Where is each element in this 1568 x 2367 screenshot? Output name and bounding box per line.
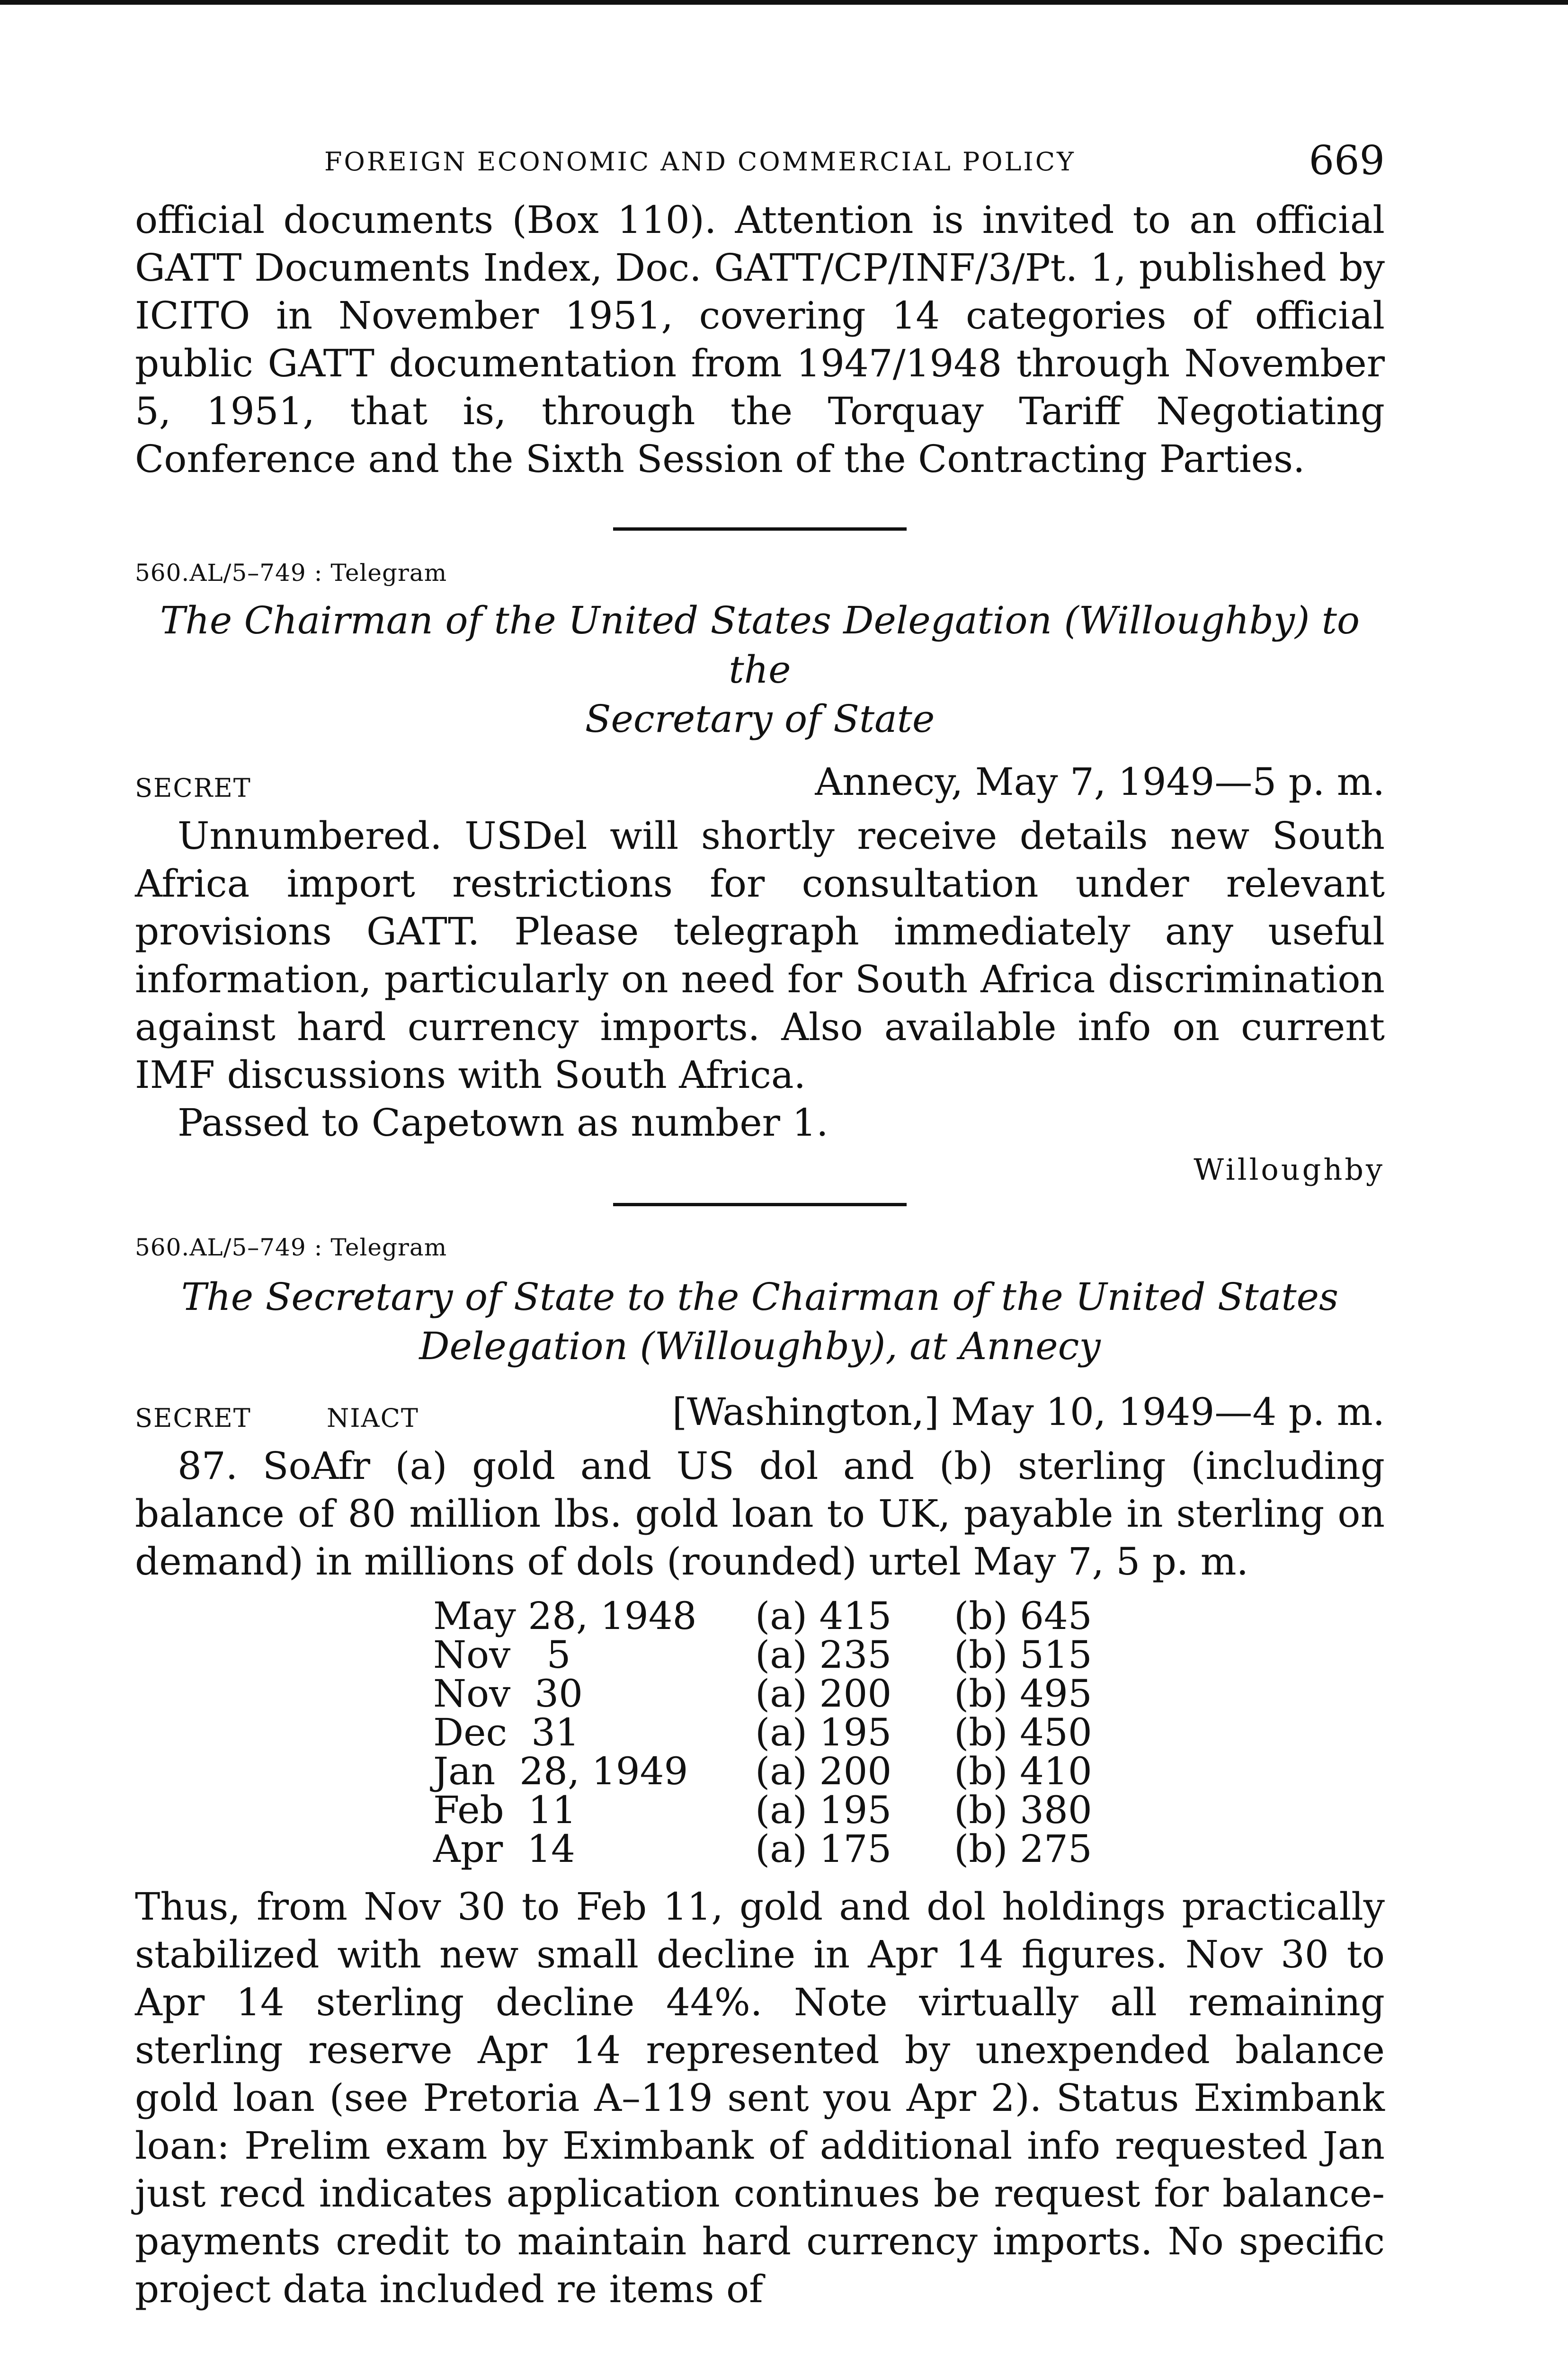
holdings-table [433, 1594, 1385, 1871]
holding-date: Feb 11 [433, 1788, 577, 1832]
section-divider [613, 527, 907, 531]
holding-date: May 28, 1948 [433, 1594, 697, 1638]
table-row [433, 1788, 1385, 1832]
dateline-row [135, 1390, 1385, 1437]
table-row [433, 1749, 1385, 1793]
holding-date: Apr 14 [433, 1827, 575, 1871]
holding-sterling: (b) 450 [954, 1710, 1092, 1754]
holding-sterling: (b) 275 [954, 1827, 1092, 1871]
holding-sterling: (b) 410 [954, 1749, 1092, 1793]
table-row [433, 1594, 1385, 1638]
holding-date: Nov 30 [433, 1672, 583, 1716]
holding-sterling: (b) 495 [954, 1672, 1092, 1716]
telegram-section [135, 1234, 1385, 2313]
holding-date: Jan 28, 1949 [433, 1749, 688, 1793]
telegram-paragraph: Thus, from Nov 30 to Feb 11, gold and dol holdings practically stabilized with new small decline in Apr 14 figures. Nov 30 to Apr 14 sterling decline 44%. Note virtually all remaining sterling reserve Apr 14 represented by unexpended balance gold loan (see Pretoria A–119 sent you Apr 2). Status Eximbank loan: Prelim exam by Eximbank of additional info requested Jan just recd indicates application continues be request for balance-payments credit to maintain hard currency imports. No specific project data included re items of [135, 1885, 1385, 2311]
holding-gold-dollar: (a) 415 [755, 1594, 892, 1638]
file-reference: 560.AL/5–749 : Telegram [135, 1234, 447, 1261]
table-row [433, 1672, 1385, 1716]
holding-date: Dec 31 [433, 1710, 579, 1754]
telegram-paragraph: Unnumbered. USDel will shortly receive details new South Africa import restrictions for consultation under relevant provisions GATT. Please telegraph immediately any useful information, particularly on need for South Africa discrimination against hard currency imports. Also available info on current IMF discussions with South Africa. [135, 814, 1385, 1097]
running-title: FOREIGN ECONOMIC AND COMMERCIAL POLICY [324, 147, 1076, 177]
holding-gold-dollar: (a) 200 [755, 1749, 892, 1793]
document-heading-line: Delegation (Willoughby), at Annecy [419, 1324, 1101, 1368]
holding-sterling: (b) 380 [954, 1788, 1092, 1832]
holding-sterling: (b) 645 [954, 1594, 1092, 1638]
intro-paragraph: official documents (Box 110). Attention is invited to an official GATT Documents Index, Doc. GATT/CP/INF/3/Pt. 1, published by ICITO in November 1951, covering 14 categories of official public GATT documentation from 1947/1948 through November 5, 1951, that is, through the Torquay Tariff Negotiating Conference and the Sixth Session of the Contracting Parties. [135, 198, 1385, 481]
telegram-paragraph: 87. SoAfr (a) gold and US dol and (b) sterling (including balance of 80 million lbs. gold loan to UK, payable in sterling on demand) in millions of dols (rounded) urtel May 7, 5 p. m. [135, 1444, 1385, 1584]
holding-gold-dollar: (a) 200 [755, 1672, 892, 1716]
holding-gold-dollar: (a) 175 [755, 1827, 892, 1871]
table-row [433, 1827, 1385, 1871]
classification-label: SECRET [135, 1403, 251, 1433]
page-number: 669 [1309, 137, 1385, 184]
holding-gold-dollar: (a) 195 [755, 1788, 892, 1832]
signature: Willoughby [1194, 1152, 1385, 1187]
holding-date: Nov 5 [433, 1633, 571, 1677]
section-divider [613, 1203, 907, 1206]
holding-gold-dollar: (a) 235 [755, 1633, 892, 1677]
place-date: [Washington,] May 10, 1949—4 p. m. [672, 1390, 1385, 1434]
document-heading-line: The Secretary of State to the Chairman of the United States [181, 1275, 1339, 1319]
place-date: Annecy, May 7, 1949—5 p. m. [815, 760, 1385, 804]
telegram-paragraph: Passed to Capetown as number 1. [178, 1101, 829, 1145]
table-row [433, 1633, 1385, 1677]
table-row [433, 1710, 1385, 1754]
dateline-row [135, 760, 1385, 807]
top-border-rule [0, 0, 1568, 5]
document-heading-line: Secretary of State [585, 697, 935, 741]
file-reference: 560.AL/5–749 : Telegram [135, 559, 447, 587]
holding-gold-dollar: (a) 195 [755, 1710, 892, 1754]
document-page [135, 137, 1385, 2313]
running-header [135, 137, 1385, 194]
telegram-section [135, 559, 1385, 1187]
precedence-label: NIACT [327, 1403, 419, 1433]
classification-label: SECRET [135, 773, 251, 803]
document-heading-line: The Chairman of the United States Delegation (Willoughby) to the [160, 598, 1360, 692]
holding-sterling: (b) 515 [954, 1633, 1092, 1677]
